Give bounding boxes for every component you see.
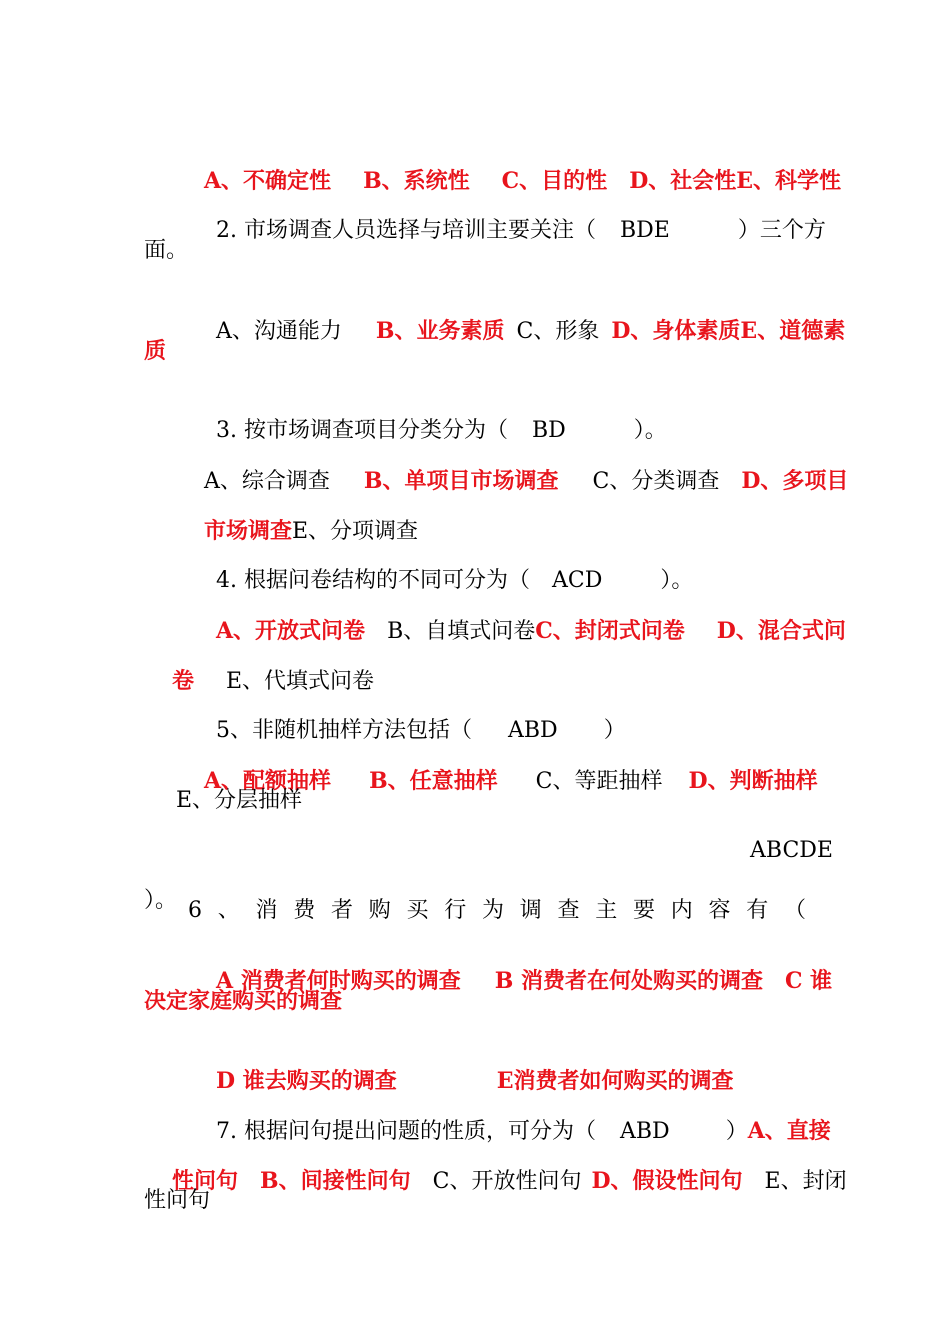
q3-answer: BD (531, 418, 566, 443)
q6-stem-char: 行 (444, 898, 467, 923)
q6-stem-char: 调 (519, 898, 542, 923)
q6-stem-wrap: ）。 (144, 888, 178, 913)
q1-option-b: B、系统性 (363, 168, 470, 194)
q6-stem-char: 要 (632, 898, 655, 923)
q1-option-e: E、科学性 (736, 168, 842, 194)
q4-option-c: C、封闭式问卷 (535, 618, 685, 644)
q1-option-a: A、不确定性 (203, 168, 332, 194)
q7-option-a: A、直接 (747, 1118, 831, 1144)
q2-option-e-wrap: 质 (144, 338, 167, 364)
q6-stem (188, 836, 806, 923)
q4-stem (188, 536, 694, 593)
q4-options-wrap (144, 636, 375, 694)
q4-option-a: A、开放式问卷 (215, 618, 366, 644)
q1-option-c: C、目的性 (501, 168, 608, 194)
q3-stem-post: ）。 (633, 418, 667, 443)
q4-option-d: D、混合式问 (716, 618, 846, 644)
q1-option-d: D、社会性 (629, 168, 737, 194)
q2-option-c: C、形象 (516, 319, 600, 344)
q2-stem-post: ）三个方 (737, 218, 826, 243)
q7-option-a-wrap: 性问句 (171, 1168, 238, 1194)
q3-stem-pre: 3. 按市场调查项目分类分为（ (215, 418, 508, 443)
q4-answer: ACD (551, 568, 603, 593)
q5-answer: ABD (507, 718, 558, 743)
q7-stem-post: ） (725, 1119, 748, 1144)
q6-stem-char: 查 (557, 898, 580, 923)
q5-option-b: B、任意抽样 (369, 768, 498, 794)
q6-stem-chars (188, 896, 806, 926)
q4-option-d-wrap: 卷 (171, 668, 194, 694)
q6-stem-char: （ (783, 898, 806, 923)
q5-stem (188, 686, 626, 743)
q3-option-e: E、分项调查 (292, 519, 419, 544)
q4-stem-post: ）。 (660, 568, 694, 593)
q2-options (188, 286, 846, 344)
q5-stem-post: ） (603, 718, 626, 743)
q3-option-c: C、分类调查 (592, 469, 720, 494)
q6-options-2 (188, 1036, 734, 1094)
q6-stem-char: 费 (293, 898, 316, 923)
q5-stem-pre: 5、非随机抽样方法包括（ (215, 718, 472, 743)
q7-option-e: E、封闭 (764, 1169, 847, 1194)
q2-option-a: A、沟通能力 (215, 319, 342, 344)
q6-option-b: B 消费者在何处购买的调查 (494, 968, 763, 994)
q6-stem-char: 者 (330, 898, 353, 923)
q6-stem-char: 有 (746, 898, 769, 923)
q6-stem-char: 为 (481, 898, 504, 923)
q5-options (176, 736, 818, 794)
q5-option-a: A、配额抽样 (203, 768, 332, 794)
q7-option-b: B、间接性问句 (260, 1168, 411, 1194)
q6-option-c: C 谁 (784, 968, 833, 994)
q3-options (176, 436, 849, 494)
q4-stem-pre: 4. 根据问卷结构的不同可分为（ (215, 568, 530, 593)
q2-option-e: E、道德素 (740, 318, 846, 344)
q7-option-d: D、假设性问句 (591, 1168, 743, 1194)
q2-option-b: B、业务素质 (375, 318, 505, 344)
q6-stem-char: 内 (670, 898, 693, 923)
q6-stem-char: 购 (368, 898, 391, 923)
q6-stem-char: 买 (406, 898, 429, 923)
q7-option-e-wrap: 性问句 (144, 1188, 211, 1213)
q2-answer: BDE (619, 218, 670, 243)
q3-option-d: D、多项目 (741, 468, 849, 494)
q6-stem-char: 主 (595, 898, 618, 923)
q7-stem-pre: 7. 根据问句提出问题的性质，可分为（ (215, 1119, 596, 1144)
q6-answer: ABCDE (750, 838, 833, 863)
q7-answer: ABD (619, 1119, 670, 1144)
q2-stem-wrap: 面。 (144, 238, 189, 263)
q6-stem-char: 容 (708, 898, 731, 923)
q4-option-b: B、自填式问卷 (387, 619, 536, 644)
q6-stem-char: 、 (217, 898, 240, 923)
q3-options-wrap (176, 486, 419, 544)
q2-stem (188, 186, 826, 243)
q6-option-a: A 消费者何时购买的调查 (215, 968, 461, 994)
q6-options (188, 936, 833, 994)
q2-option-d: D、身体素质 (611, 318, 741, 344)
q3-option-d-wrap: 市场调查 (203, 518, 292, 544)
q3-option-a: A、综合调查 (203, 469, 330, 494)
q1-options (176, 136, 842, 194)
q4-option-e: E、代填式问卷 (226, 669, 375, 694)
q6-stem-char: 消 (255, 898, 278, 923)
q5-option-e: E、分层抽样 (176, 788, 303, 813)
q6-stem-char: 6 (188, 898, 202, 923)
q6-option-d: D 谁去购买的调查 (215, 1068, 397, 1094)
q4-options (188, 586, 846, 644)
q2-stem-pre: 2. 市场调查人员选择与培训主要关注（ (215, 218, 596, 243)
q3-option-b: B、单项目市场调查 (363, 468, 559, 494)
q5-option-c: C、等距抽样 (535, 769, 663, 794)
q7-stem (188, 1086, 831, 1144)
q3-stem (188, 386, 667, 443)
q6-option-c-wrap: 决定家庭购买的调查 (144, 988, 343, 1014)
q5-option-d: D、判断抽样 (688, 768, 818, 794)
q7-options (144, 1136, 847, 1194)
q7-option-c: C、开放性问句 (432, 1169, 582, 1194)
q6-option-e: E消费者如何购买的调查 (496, 1068, 734, 1094)
